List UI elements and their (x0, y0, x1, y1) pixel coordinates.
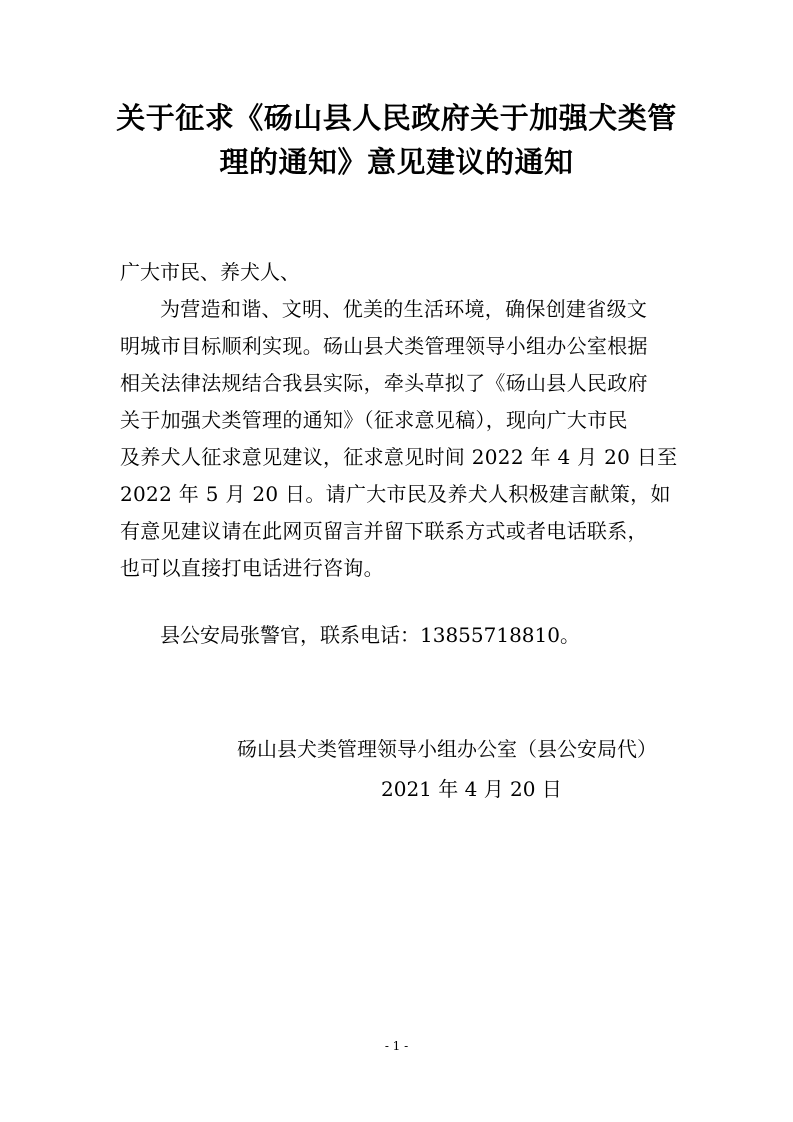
body-line: 相关法律法规结合我县实际，牵头草拟了《砀山县人民政府 (120, 371, 648, 395)
body-line: 明城市目标顺利实现。砀山县犬类管理领导小组办公室根据 (120, 334, 648, 358)
contact-info: 县公安局张警官，联系电话：13855718810。 (160, 623, 580, 647)
body-line: 关于加强犬类管理的通知》（征求意见稿），现向广大市民 (120, 408, 628, 432)
body-paragraph (120, 291, 680, 587)
document-title-line-2: 理的通知》意见建议的通知 (219, 145, 574, 179)
body-line: 也可以直接打电话进行咨询。 (120, 556, 384, 580)
body-line: 有意见建议请在此网页留言并留下联系方式或者电话联系， (120, 519, 648, 543)
issue-date: 2021 年 4 月 20 日 (381, 777, 562, 801)
body-line: 及养犬人征求意见建议，征求意见时间 2022 年 4 月 20 日至 (120, 445, 678, 469)
greeting: 广大市民、养犬人、 (120, 260, 300, 284)
body-line: 为营造和谐、文明、优美的生活环境，确保创建省级文 (160, 297, 648, 321)
page-number: - 1 - (384, 1039, 409, 1053)
document-title-line-1: 关于征求《砀山县人民政府关于加强犬类管 (116, 101, 677, 135)
body-line: 2022 年 5 月 20 日。请广大市民及养犬人积极建言献策，如 (120, 482, 671, 506)
signer: 砀山县犬类管理领导小组办公室（县公安局代） (237, 737, 657, 761)
